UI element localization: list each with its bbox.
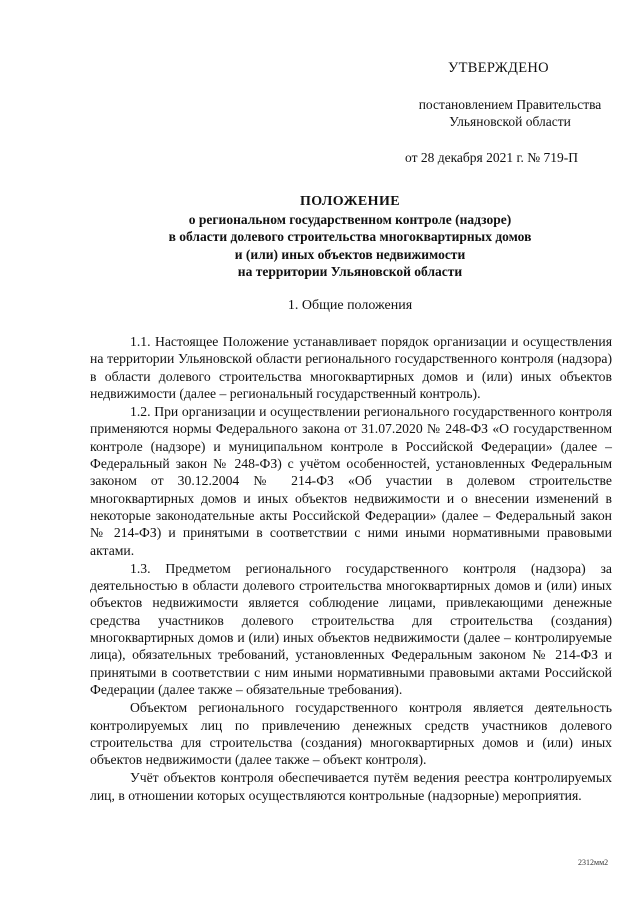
paragraph-control-object: Объектом регионального государственного контроля является деятельность контролируемых лиц по привлечению денежных средств участников долевого строительства для строительства (создания) многоквартирных домов и (или) иных объектов недвижимости (далее также – объект контроля).	[90, 700, 612, 768]
title-line: и (или) иных объектов недвижимости	[234, 246, 466, 262]
decree-line-2: Ульяновской области	[449, 114, 571, 129]
paragraph-control-accounting: Учёт объектов контроля обеспечивается путём ведения реестра контролируемых лиц, в отношении которых осуществляются контрольные (надзорные) мероприятия.	[90, 770, 612, 803]
decree-line-1: постановлением Правительства	[418, 97, 602, 112]
title-main: ПОЛОЖЕНИЕ	[300, 194, 400, 209]
title-line: в области долевого строительства многоквартирных домов	[168, 229, 532, 245]
decree-date: от 28 декабря 2021 г. № 719-П	[405, 150, 579, 165]
paragraph-1-3: 1.3. Предметом регионального государственного контроля (надзора) за деятельностью в области долевого строительства многоквартирных домов и (или) иных объектов недвижимости является соблюдение лицами, привлекающими денежные средства участников долевого строительства для строительства (создания) многоквартирных домов и (или) иных объектов недвижимости (далее – контролируемые лица), обязательных требований, установленных Федеральным законом № 214-ФЗ и принятыми в соответствии с ним иными нормативными правовыми актами Российской Федерации (далее также – обязательные требования).	[90, 560, 612, 697]
decree-reference	[405, 96, 615, 130]
title-line: на территории Ульяновской области	[237, 264, 463, 280]
paragraph-1-2: 1.2. При организации и осуществлении регионального государственного контроля применяются нормы Федерального закона от 31.07.2020 № 248-ФЗ «О государственном контроле (надзоре) и муниципальном контроле в Российской Федерации» (далее – Федеральный закон № 248-ФЗ) с учётом особенностей, установленных Федеральным законом от 30.12.2004 № 214-ФЗ «Об участии в долевом строительстве многоквартирных домов и иных объектов недвижимости и о внесении изменений в некоторые законодательные акты Российской Федерации» (далее – Федеральный закон № 214-ФЗ) и принятыми в соответствии с ними иными нормативными правовыми актами.	[90, 404, 612, 558]
document-body	[90, 333, 612, 805]
section-heading: 1. Общие положения	[287, 298, 413, 313]
title-line: о региональном государственном контроле (надзоре)	[188, 211, 512, 227]
footer-document-code: 2312мм2	[578, 858, 609, 867]
approval-stamp-label: УТВЕРЖДЕНО	[448, 60, 549, 76]
paragraph-1-1: 1.1. Настоящее Положение устанавливает порядок организации и осуществления на территории Ульяновской области регионального государственного контроля (надзора) в области долевого строительства многоквартирных домов и (или) иных объектов недвижимости (далее – региональный государственный контроль).	[90, 334, 612, 401]
document-title	[90, 193, 610, 281]
